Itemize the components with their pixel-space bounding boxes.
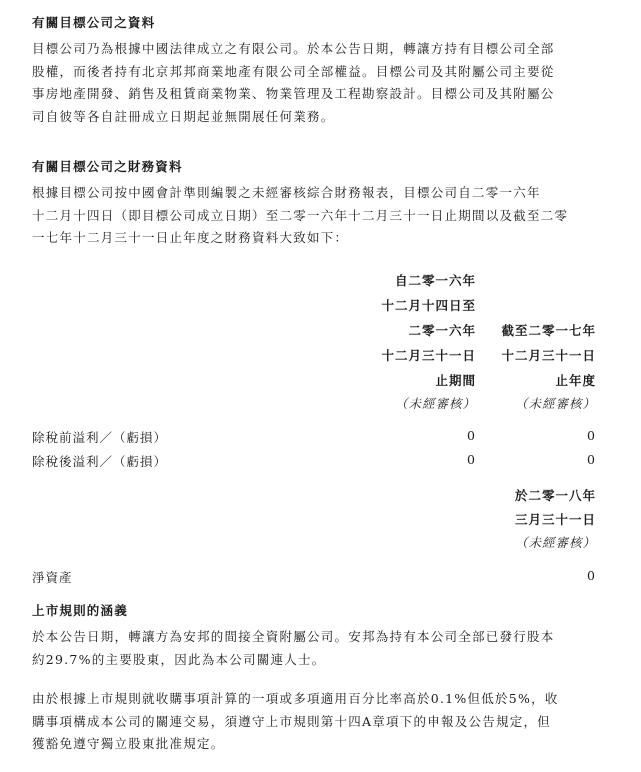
col1-header-line: 十二月三十一日 xyxy=(381,348,476,363)
asset-unaudited: （未經審核） xyxy=(514,535,596,550)
row-label-profit-before-tax: 除稅前溢利／（虧損） xyxy=(32,430,168,445)
section-heading-financial-info: 有關目標公司之財務資料 xyxy=(32,159,183,174)
text-line: 目標公司乃為根據中國法律成立之有限公司。於本公告日期，轉讓方持有目標公司全部 xyxy=(32,41,555,56)
text-line: 一七年十二月三十一日止年度之財務資料大致如下： xyxy=(32,230,349,245)
col1-unaudited: （未經審核） xyxy=(394,396,476,411)
row-label-net-assets: 淨資產 xyxy=(32,570,73,585)
section-heading-listing-rules: 上市規則的涵義 xyxy=(32,603,128,618)
paragraph-target-info xyxy=(32,38,616,128)
col2-header-line: 十二月三十一日 xyxy=(501,348,596,363)
text-line: 獲豁免遵守獨立股東批准規定。 xyxy=(32,736,225,751)
row-value-period: 0 xyxy=(467,428,476,443)
col2-header-line: 止年度 xyxy=(555,373,596,388)
row-value-net-assets: 0 xyxy=(587,568,596,583)
col1-header-line: 二零一六年 xyxy=(408,323,476,338)
text-line: 由於根據上市規則就收購事項計算的一項或多項適用百分比率高於0.1%但低於5%，收 xyxy=(32,691,559,706)
col1-header-line: 止期間 xyxy=(435,373,476,388)
section-heading-target-info: 有關目標公司之資料 xyxy=(32,15,156,30)
col1-header-line: 十二月十四日至 xyxy=(381,298,476,313)
row-value-year: 0 xyxy=(587,452,596,467)
col1-header-line: 自二零一六年 xyxy=(394,273,476,288)
row-value-year: 0 xyxy=(587,428,596,443)
paragraph-financial-info xyxy=(32,182,616,250)
asset-header-line: 於二零一八年 xyxy=(514,488,596,503)
col2-unaudited: （未經審核） xyxy=(514,396,596,411)
row-value-period: 0 xyxy=(467,452,476,467)
asset-header-line: 三月三十一日 xyxy=(514,512,596,527)
paragraph-listing-rules-1 xyxy=(32,626,616,671)
text-line: 司自彼等各自註冊成立日期起並無開展任何業務。 xyxy=(32,108,335,124)
text-line: 十二月十四日（即目標公司成立日期）至二零一六年十二月三十一日止期間以及截至二零 xyxy=(32,207,569,223)
text-line: 根據目標公司按中國會計準則編製之未經審核綜合財務報表，目標公司自二零一六年 xyxy=(32,185,541,200)
col2-header-line: 截至二零一七年 xyxy=(501,323,596,338)
row-label-profit-after-tax: 除稅後溢利／（虧損） xyxy=(32,454,168,469)
text-line: 約29.7%的主要股東，因此為本公司關連人士。 xyxy=(32,651,326,667)
text-line: 於本公告日期，轉讓方為安邦的間接全資附屬公司。安邦為持有本公司全部已發行股本 xyxy=(32,629,555,644)
text-line: 事房地產開發、銷售及租賃商業物業、物業管理及工程勘察設計。目標公司及其附屬公 xyxy=(32,86,555,101)
paragraph-listing-rules-2 xyxy=(32,688,616,756)
text-line: 股權，而後者持有北京邦邦商業地產有限公司全部權益。目標公司及其附屬公司主要從 xyxy=(32,63,555,79)
text-line: 購事項構成本公司的關連交易，須遵守上市規則第十四A章項下的申報及公告規定，但 xyxy=(32,713,552,729)
